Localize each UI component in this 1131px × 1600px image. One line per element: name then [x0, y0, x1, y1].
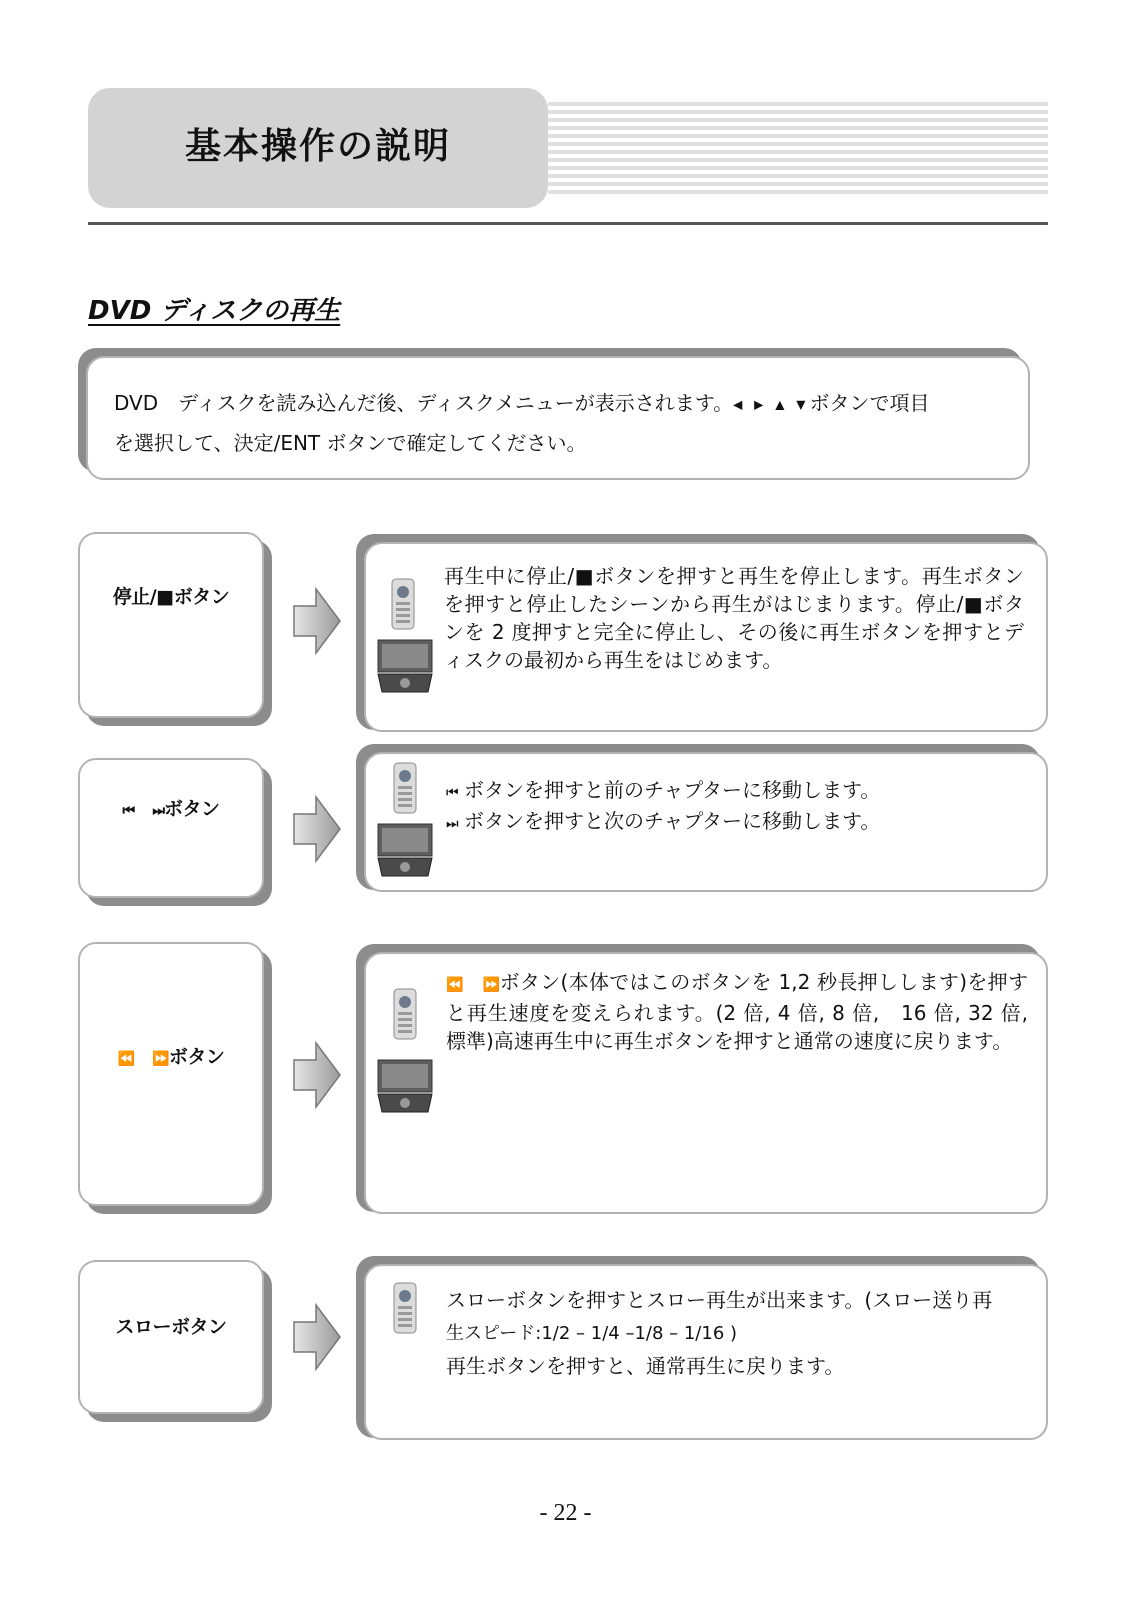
intro-line2: を選択して、決定/ENT ボタンで確定してください。	[114, 430, 587, 455]
stop-description: 再生中に停止/■ボタンを押すと再生を停止します。再生ボタンを押すと停止したシーンから再生がはじまります。停止/■ボタンを 2 度押すと完全に停止し、その後に再生ボタンを押すとディスクの最初から再生をはじめます。	[444, 564, 1024, 672]
right-arrow-icon	[292, 1302, 342, 1372]
search-description	[446, 968, 1028, 1055]
page-number: - 22 -	[539, 1500, 592, 1526]
fast-forward-icon: ⏩	[152, 1051, 169, 1067]
slow-button-label: スローボタン	[115, 1316, 227, 1338]
skip-previous-icon: ⏮	[122, 803, 135, 819]
skip-next-icon: ⏭	[152, 803, 165, 819]
remote-icon	[388, 578, 418, 630]
rewind-icon: ⏪	[117, 1051, 135, 1067]
skip-previous-icon: ⏮	[446, 785, 458, 801]
slow-desc-line2: 生スピード:1/2 – 1/4 –1/8 – 1/16 )	[446, 1323, 738, 1344]
section-title: DVD ディスクの再生	[88, 296, 341, 326]
dvd-player-icon	[376, 822, 434, 878]
remote-icon	[390, 988, 420, 1040]
header-divider	[88, 222, 1048, 225]
skip-desc-line2: ボタンを押すと次のチャプターに移動します。	[457, 809, 881, 833]
search-desc-text: ボタン(本体ではこのボタンを 1,2 秒長押しします)を押すと再生速度を変えられます。(2 倍, 4 倍, 8 倍, 16 倍, 32 倍, 標準)高速再生中に再生ボタンを押すと通常の速度に戻ります。	[446, 970, 1028, 1053]
slow-desc-line3: 再生ボタンを押すと、通常再生に戻ります。	[446, 1354, 845, 1378]
right-arrow-icon	[292, 1040, 342, 1110]
page-title: 基本操作の説明	[184, 126, 451, 167]
rewind-icon: ⏪	[446, 977, 463, 993]
right-arrow-icon	[292, 794, 342, 864]
skip-desc-line1: ボタンを押すと前のチャプターに移動します。	[457, 778, 881, 802]
intro-text	[114, 384, 1024, 462]
header-stripes	[548, 102, 1048, 194]
remote-icon	[390, 762, 420, 814]
stop-button-label: 停止/■ボタン	[112, 586, 230, 608]
label-box-search	[78, 942, 264, 1206]
search-label-suffix: ボタン	[168, 1046, 225, 1068]
search-button-label	[78, 1042, 264, 1069]
skip-description	[446, 776, 1026, 838]
remote-icon	[390, 1282, 420, 1334]
intro-line1-suffix: ボタンで項目	[809, 391, 930, 415]
fast-forward-icon: ⏩	[482, 977, 500, 993]
skip-button-label	[78, 794, 264, 821]
dvd-player-icon	[376, 638, 434, 694]
skip-label-suffix: ボタン	[164, 798, 220, 820]
label-box-skip	[78, 758, 264, 898]
intro-line1-prefix: DVD ディスクを読み込んだ後、ディスクメニューが表示されます。	[114, 391, 734, 415]
label-box-stop	[78, 532, 264, 718]
dvd-player-icon	[376, 1058, 434, 1114]
right-arrow-icon	[292, 586, 342, 656]
slow-desc-line1: スローボタンを押すとスロー再生が出来ます。(スロー送り再	[446, 1288, 993, 1312]
skip-next-icon: ⏭	[446, 816, 458, 832]
slow-description	[446, 1284, 1036, 1382]
direction-arrows-icon: ◀ ▶ ▲ ▼	[733, 397, 810, 412]
